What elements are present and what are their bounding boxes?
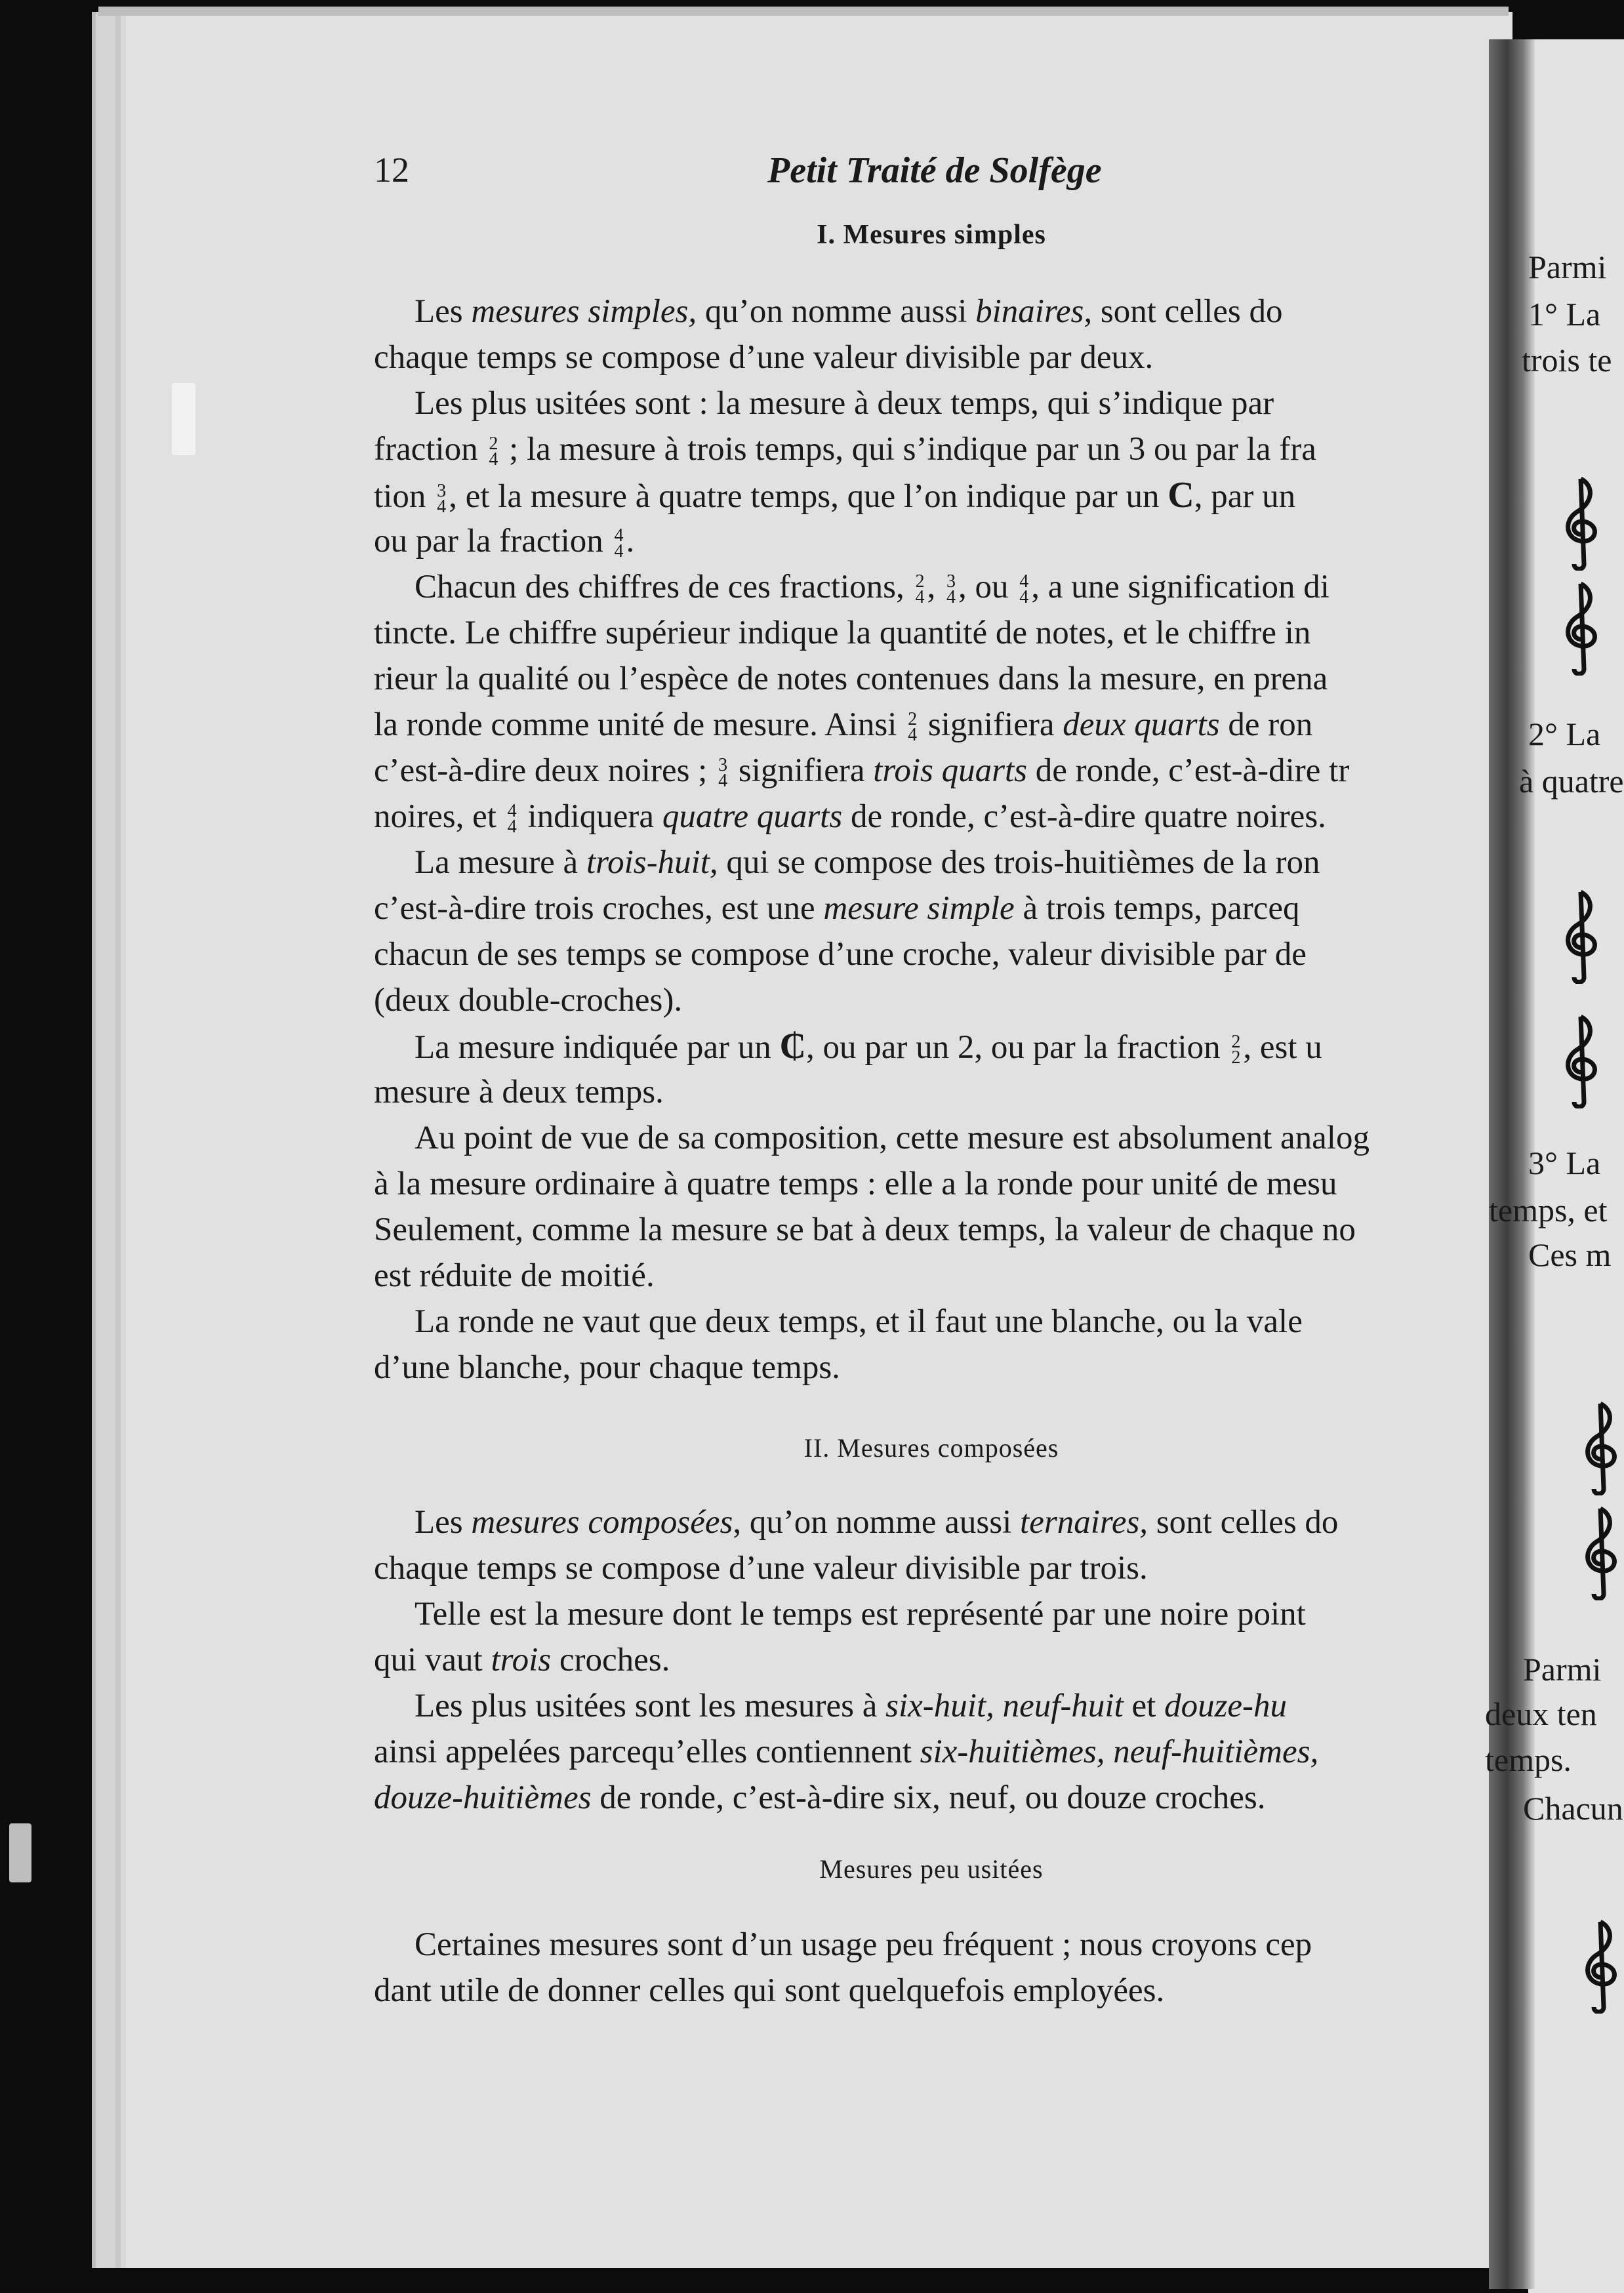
text-line: (deux double-croches). xyxy=(374,982,683,1019)
text-line: Seulement, comme la mesure se bat à deux temps, la valeur de chaque no xyxy=(374,1211,1356,1248)
text-line: noires, et 4 4 indiquera quatre quarts de ronde, c’est-à-dire quatre noires. xyxy=(374,798,1326,838)
cut-time-symbol: ₵ xyxy=(779,1026,806,1066)
common-time-symbol: C xyxy=(1167,475,1194,516)
treble-clef-icon xyxy=(1568,1915,1624,2014)
body-text-rare xyxy=(374,1922,1495,2014)
right-page-text: temps. xyxy=(1485,1741,1572,1778)
right-page-text: Parmi xyxy=(1523,1651,1602,1688)
right-page-text: temps, et xyxy=(1489,1192,1608,1228)
right-page-text: Chacun xyxy=(1523,1790,1623,1827)
right-page-text: 3° La xyxy=(1528,1145,1601,1181)
text-line: fraction 2 4 ; la mesure à trois temps, qui s’indique par un 3 ou par la fra xyxy=(374,431,1316,470)
page-number: 12 xyxy=(374,150,409,190)
treble-clef-icon xyxy=(1548,472,1614,571)
treble-clef-icon xyxy=(1548,577,1614,676)
text-line: Les plus usitées sont les mesures à six-huit, neuf-huit et douze-hu xyxy=(415,1688,1288,1724)
section-heading-compound: II. Mesures composées xyxy=(803,1433,1059,1463)
text-line: tincte. Le chiffre supérieur indique la quantité de notes, et le chiffre in xyxy=(374,615,1311,651)
text-line: ainsi appelées parcequ’elles contiennent six-huitièmes, neuf-huitièmes, xyxy=(374,1734,1319,1770)
fraction-two-four: 2 4 xyxy=(489,434,498,470)
text-line: c’est-à-dire trois croches, est une mesure simple à trois temps, parceq xyxy=(374,890,1300,927)
text-line: tion 3 4 , et la mesure à quatre temps, que l’on indique par un C, par un xyxy=(374,475,1296,517)
page-header xyxy=(374,150,1489,202)
scan-artifact xyxy=(172,383,195,455)
right-page-text: trois te xyxy=(1522,342,1612,378)
text-line: dant utile de donner celles qui sont quelquefois employées. xyxy=(374,1972,1165,2009)
text-line: est réduite de moitié. xyxy=(374,1257,655,1294)
text-line: La mesure à trois-huit, qui se compose des trois-huitièmes de la ron xyxy=(415,844,1320,881)
right-page-text: 2° La xyxy=(1528,716,1601,752)
right-page-text: à quatre xyxy=(1519,763,1624,800)
text-line: mesure à deux temps. xyxy=(374,1074,664,1110)
body-text-simple xyxy=(374,289,1495,1390)
text-line: c’est-à-dire deux noires ; 3 4 signifiera trois quarts de ronde, c’est-à-dire tr xyxy=(374,752,1350,792)
text-line: La mesure indiquée par un ₵, ou par un 2, ou par la fraction 2 2 , est u xyxy=(415,1026,1322,1068)
text-line: chaque temps se compose d’une valeur divisible par deux. xyxy=(374,339,1154,376)
text-line: rieur la qualité ou l’espèce de notes contenues dans la mesure, en prena xyxy=(374,660,1328,697)
right-page-text: Parmi xyxy=(1528,249,1607,285)
text-line: La ronde ne vaut que deux temps, et il faut une blanche, ou la vale xyxy=(415,1303,1303,1340)
text-line: Telle est la mesure dont le temps est représenté par une noire point xyxy=(415,1596,1306,1633)
text-line: Certaines mesures sont d’un usage peu fréquent ; nous croyons cep xyxy=(415,1926,1312,1963)
right-page-text: deux ten xyxy=(1485,1695,1597,1732)
text-line: chaque temps se compose d’une valeur divisible par trois. xyxy=(374,1550,1148,1587)
fraction-two-two: 2 2 xyxy=(1231,1032,1241,1068)
page-edge xyxy=(98,7,1509,16)
text-line: chacun de ses temps se compose d’une croche, valeur divisible par de xyxy=(374,936,1307,973)
running-title: Petit Traité de Solfège xyxy=(767,150,1102,191)
fraction-three-four: 3 4 xyxy=(437,481,447,517)
treble-clef-icon xyxy=(1548,885,1614,984)
scan-artifact xyxy=(9,1823,31,1882)
right-page-text: 1° La xyxy=(1528,296,1601,333)
section-heading-rare: Mesures peu usitées xyxy=(819,1854,1044,1884)
text-line: la ronde comme unité de mesure. Ainsi 2 4 signifiera deux quarts de ron xyxy=(374,706,1313,746)
section-heading-simple: I. Mesures simples xyxy=(817,220,1046,250)
text-line: Chacun des chiffres de ces fractions, 2 4 , 3 4 , ou 4 4 , a une signification di xyxy=(415,569,1330,608)
text-line: à la mesure ordinaire à quatre temps : elle a la ronde pour unité de mesu xyxy=(374,1166,1337,1202)
text-line: Les plus usitées sont : la mesure à deux temps, qui s’indique par xyxy=(415,385,1274,422)
text-line: douze-huitièmes de ronde, c’est-à-dire six, neuf, ou douze croches. xyxy=(374,1779,1266,1816)
right-page-text: Ces m xyxy=(1528,1236,1612,1273)
text-line: Au point de vue de sa composition, cette mesure est absolument analog xyxy=(415,1120,1370,1156)
treble-clef-icon xyxy=(1568,1397,1624,1495)
treble-clef-icon xyxy=(1568,1502,1624,1600)
fraction-four-four: 4 4 xyxy=(614,525,624,562)
text-line: Les mesures simples, qu’on nomme aussi binaires, sont celles do xyxy=(415,293,1283,330)
treble-clef-icon xyxy=(1548,1010,1614,1108)
text-line: d’une blanche, pour chaque temps. xyxy=(374,1349,840,1386)
text-line: Les mesures composées, qu’on nomme aussi ternaires, sont celles do xyxy=(415,1504,1339,1541)
body-text-compound xyxy=(374,1499,1495,1821)
text-line: ou par la fraction 4 4 . xyxy=(374,523,635,562)
text-line: qui vaut trois croches. xyxy=(374,1642,670,1678)
